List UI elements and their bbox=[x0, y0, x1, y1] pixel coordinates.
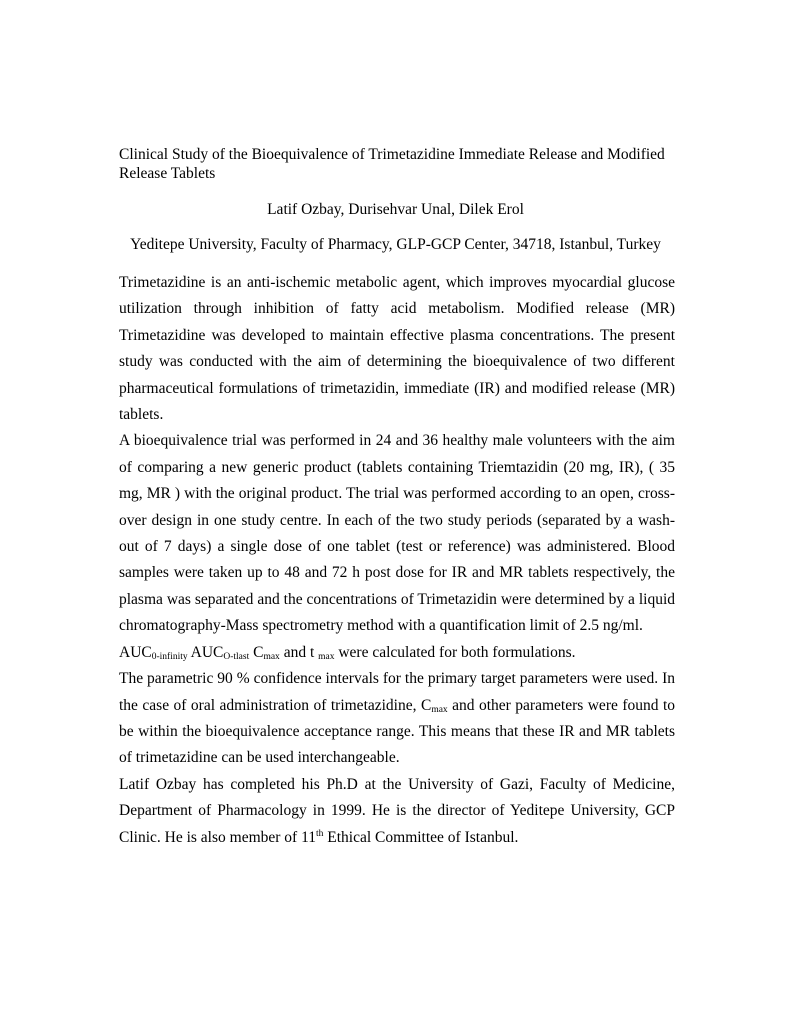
paragraph-methods bbox=[119, 428, 675, 666]
tmax-label: and t bbox=[279, 643, 319, 661]
author-list: Latif Ozbay, Durisehvar Unal, Dilek Erol bbox=[267, 201, 524, 218]
auc-infinity-subscript: 0-infinity bbox=[151, 651, 188, 662]
document-title: Clinical Study of the Bioequivalence of Trimetazidine Immediate Release and Modified Release Tablets bbox=[119, 146, 665, 182]
ordinal-superscript: th bbox=[316, 828, 324, 839]
methods-text: A bioequivalence trial was performed in 24 and 36 healthy male volunteers with the aim of comparing a new generic product (tablets containing Triemtazidin (20 mg, IR), ( 35 mg, MR ) with the original product. The trial was performed according to an open, cross-over design in one study centre. In each of the two study periods (separated by a wash-out of 7 days) a single dose of one tablet (test or reference) was administered. Blood samples were taken up to 48 and 72 h post dose for IR and MR tablets respectively, the plasma was separated and the concentrations of Trimetazidin were determined by a liquid chromatography-Mass spectrometry method with a quantification limit of 2.5 ng/ml. bbox=[119, 432, 675, 635]
biography-text-end: Ethical Committee of Istanbul. bbox=[323, 828, 519, 846]
results-cmax-subscript: max bbox=[431, 704, 448, 715]
affiliation-line: Yeditepe University, Faculty of Pharmacy, GLP-GCP Center, 34718, Istanbul, Turkey bbox=[130, 236, 661, 253]
results-text-start: The parametric 90 % confidence intervals for the primary target parameters were used. In the case of oral administration of trimetazidine, C bbox=[119, 670, 675, 714]
methods-tail-text: were calculated for both formulations. bbox=[334, 643, 576, 661]
biography-text-start: Latif Ozbay has completed his Ph.D at the University of Gazi, Faculty of Medicine, Department of Pharmacology in 1999. He is the director of Yeditepe University, GCP Clinic. He is also member of 11 bbox=[119, 775, 675, 846]
auc-tlast-subscript: O-tlast bbox=[223, 651, 250, 662]
cmax-subscript: max bbox=[263, 651, 280, 662]
auc-tlast-label: AUC bbox=[187, 643, 224, 661]
abstract-body bbox=[119, 270, 675, 851]
paragraph-results bbox=[119, 666, 675, 772]
paragraph-biography bbox=[119, 772, 675, 851]
cmax-label: C bbox=[249, 643, 264, 661]
results-text-end: and other parameters were found to be within the bioequivalence acceptance range. This means that these IR and MR tablets of trimetazidine can be used interchangeable. bbox=[119, 696, 676, 767]
tmax-subscript: max bbox=[318, 651, 335, 662]
paragraph-introduction: Trimetazidine is an anti-ischemic metabolic agent, which improves myocardial glucose utilization through inhibition of fatty acid metabolism. Modified release (MR) Trimetazidine was developed to maintain effective plasma concentrations. The present study was conducted with the aim of determining the bioequivalence of two different pharmaceutical formulations of trimetazidin, immediate (IR) and modified release (MR) tablets. bbox=[119, 274, 675, 424]
auc-infinity-label: AUC bbox=[119, 643, 152, 661]
